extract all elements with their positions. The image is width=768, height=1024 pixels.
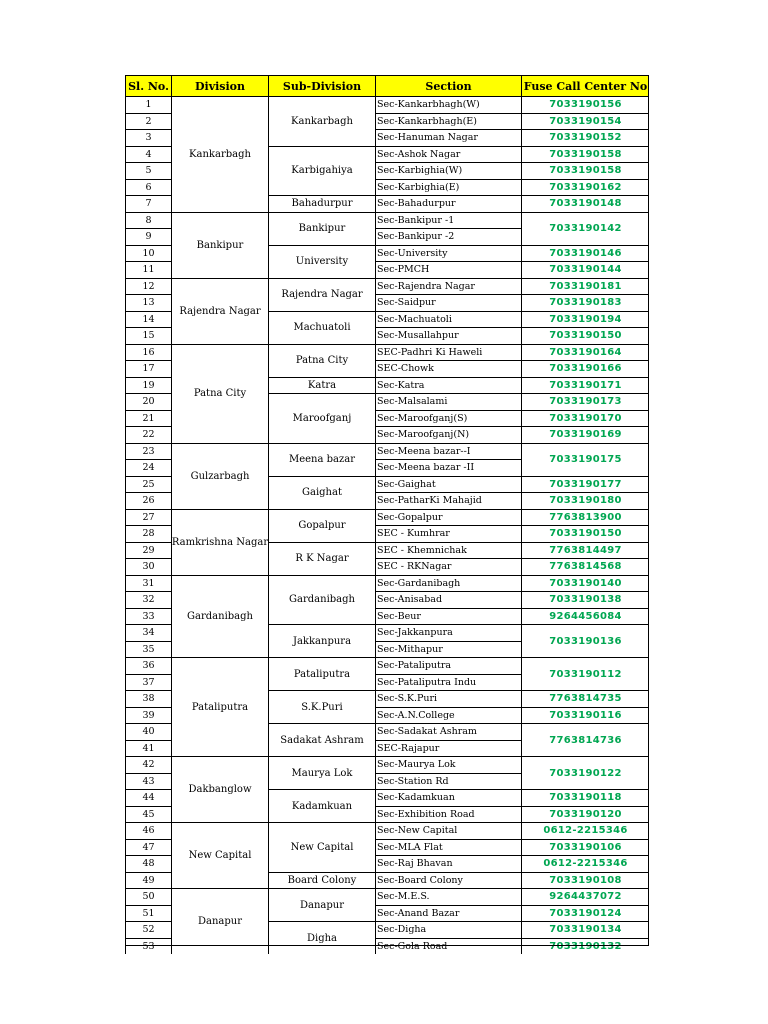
sl-no-cell: 19	[125, 377, 171, 394]
section-cell: Sec-New Capital	[375, 822, 521, 839]
division-cell: Kankarbagh	[171, 96, 268, 212]
section-cell: Sec-Anand Bazar	[375, 905, 521, 922]
sub-division-cell: Katra	[268, 377, 375, 394]
fuse-call-center-no-cell: 7033190146	[521, 245, 649, 262]
section-cell: Sec-Gardanibagh	[375, 575, 521, 592]
sl-no-cell: 12	[125, 278, 171, 295]
section-cell: Sec-Ashok Nagar	[375, 146, 521, 163]
sl-no-cell: 53	[125, 938, 171, 955]
sl-no-cell: 37	[125, 674, 171, 691]
sl-no-cell: 52	[125, 921, 171, 938]
sl-no-cell: 21	[125, 410, 171, 427]
sl-no-cell: 50	[125, 888, 171, 905]
fuse-call-center-no-cell: 7033190170	[521, 410, 649, 427]
sl-no-cell: 13	[125, 294, 171, 311]
fuse-call-center-no-cell: 7033190148	[521, 195, 649, 212]
fuse-call-center-no-cell: 9264456084	[521, 608, 649, 625]
fuse-call-center-no-cell: 7763814497	[521, 542, 649, 559]
sub-division-cell: Maroofganj	[268, 393, 375, 443]
sl-no-cell: 32	[125, 591, 171, 608]
sl-no-cell: 26	[125, 492, 171, 509]
section-cell: Sec-Kankarbhagh(E)	[375, 113, 521, 130]
fuse-call-center-no-cell: 7033190171	[521, 377, 649, 394]
section-cell: Sec-Katra	[375, 377, 521, 394]
section-cell: Sec-Bankipur -1	[375, 212, 521, 229]
section-cell: Sec-Pataliputra	[375, 657, 521, 674]
sl-no-cell: 47	[125, 839, 171, 856]
fuse-call-center-no-cell: 7033190136	[521, 624, 649, 657]
sl-no-cell: 24	[125, 459, 171, 476]
section-cell: Sec-Meena bazar--I	[375, 443, 521, 460]
sl-no-cell: 1	[125, 96, 171, 113]
fuse-call-center-no-cell: 7033190162	[521, 179, 649, 196]
section-cell: Sec-Mithapur	[375, 641, 521, 658]
fuse-call-center-no-cell: 7033190150	[521, 327, 649, 344]
fuse-call-center-no-cell: 7033190181	[521, 278, 649, 295]
section-cell: SEC-Padhri Ki Haweli	[375, 344, 521, 361]
sl-no-cell: 4	[125, 146, 171, 163]
section-cell: Sec-University	[375, 245, 521, 262]
division-cell: Ramkrishna Nagar	[171, 509, 268, 575]
header-section: Section	[375, 75, 521, 96]
sl-no-cell: 7	[125, 195, 171, 212]
section-cell: Sec-Maroofganj(S)	[375, 410, 521, 427]
section-cell: Sec-Raj Bhavan	[375, 855, 521, 872]
sl-no-cell: 2	[125, 113, 171, 130]
section-cell: Sec-Gola Road	[375, 938, 521, 955]
section-cell: SEC-Rajapur	[375, 740, 521, 757]
sl-no-cell: 34	[125, 624, 171, 641]
fuse-call-center-no-cell: 7033190175	[521, 443, 649, 476]
division-cell: Danapur	[171, 888, 268, 954]
sl-no-cell: 43	[125, 773, 171, 790]
section-cell: Sec-Bankipur -2	[375, 228, 521, 245]
fuse-call-center-no-cell: 7033190118	[521, 789, 649, 806]
fuse-call-center-no-cell: 7763814735	[521, 690, 649, 707]
section-cell: SEC - Kumhrar	[375, 525, 521, 542]
sl-no-cell: 20	[125, 393, 171, 410]
sl-no-cell: 22	[125, 426, 171, 443]
fuse-call-center-no-cell: 9264437072	[521, 888, 649, 905]
fuse-call-center-no-cell: 7763814568	[521, 558, 649, 575]
fuse-call-center-no-cell: 7033190183	[521, 294, 649, 311]
sub-division-cell: Bankipur	[268, 212, 375, 245]
fuse-call-center-no-cell: 7033190120	[521, 806, 649, 823]
sl-no-cell: 3	[125, 129, 171, 146]
sub-division-cell: New Capital	[268, 822, 375, 872]
fuse-call-center-no-cell: 7033190142	[521, 212, 649, 245]
sub-division-cell: Karbigahiya	[268, 146, 375, 196]
sl-no-cell: 30	[125, 558, 171, 575]
fuse-call-center-no-cell: 7033190156	[521, 96, 649, 113]
section-cell: SEC - Khemnichak	[375, 542, 521, 559]
section-cell: Sec-Saidpur	[375, 294, 521, 311]
section-cell: Sec-Meena bazar -II	[375, 459, 521, 476]
header-sl-no: Sl. No.	[125, 75, 171, 96]
section-cell: Sec-Malsalami	[375, 393, 521, 410]
section-cell: Sec-Karbighia(W)	[375, 162, 521, 179]
sub-division-cell: Maurya Lok	[268, 756, 375, 789]
sub-division-cell: Bahadurpur	[268, 195, 375, 212]
section-cell: Sec-Sadakat Ashram	[375, 723, 521, 740]
fuse-call-center-no-cell: 7033190122	[521, 756, 649, 789]
sub-division-cell: Danapur	[268, 888, 375, 921]
fuse-call-center-no-cell: 7033190134	[521, 921, 649, 938]
fuse-call-center-no-cell: 7033190169	[521, 426, 649, 443]
sl-no-cell: 5	[125, 162, 171, 179]
sl-no-cell: 11	[125, 261, 171, 278]
sub-division-cell: Kankarbagh	[268, 96, 375, 146]
section-cell: Sec-S.K.Puri	[375, 690, 521, 707]
sub-division-cell: Kadamkuan	[268, 789, 375, 822]
fuse-call-center-no-cell: 7033190177	[521, 476, 649, 493]
sub-division-cell: Digha	[268, 921, 375, 954]
sub-division-cell: Rajendra Nagar	[268, 278, 375, 311]
section-cell: Sec-Musallahpur	[375, 327, 521, 344]
sl-no-cell: 6	[125, 179, 171, 196]
sl-no-cell: 16	[125, 344, 171, 361]
fuse-call-center-no-cell: 7033190166	[521, 360, 649, 377]
sl-no-cell: 44	[125, 789, 171, 806]
section-cell: Sec-MLA Flat	[375, 839, 521, 856]
division-cell: Rajendra Nagar	[171, 278, 268, 344]
fuse-call-center-no-cell: 0612-2215346	[521, 822, 649, 839]
division-cell: Patna City	[171, 344, 268, 443]
division-cell: Pataliputra	[171, 657, 268, 756]
section-cell: Sec-Pataliputra Indu	[375, 674, 521, 691]
fuse-call-center-no-cell: 7033190112	[521, 657, 649, 690]
sl-no-cell: 45	[125, 806, 171, 823]
section-cell: Sec-Kankarbhagh(W)	[375, 96, 521, 113]
section-cell: Sec-Beur	[375, 608, 521, 625]
sl-no-cell: 17	[125, 360, 171, 377]
sl-no-cell: 42	[125, 756, 171, 773]
fuse-call-center-no-cell: 7763814736	[521, 723, 649, 756]
fuse-call-center-no-cell: 7033190154	[521, 113, 649, 130]
section-cell: Sec-Karbighia(E)	[375, 179, 521, 196]
fuse-call-center-no-cell: 0612-2215346	[521, 855, 649, 872]
sl-no-cell: 8	[125, 212, 171, 229]
fuse-call-center-no-cell: 7033190138	[521, 591, 649, 608]
sl-no-cell: 27	[125, 509, 171, 526]
fuse-call-center-no-cell: 7033190152	[521, 129, 649, 146]
section-cell: Sec-M.E.S.	[375, 888, 521, 905]
section-cell: SEC-Chowk	[375, 360, 521, 377]
section-cell: Sec-Digha	[375, 921, 521, 938]
section-cell: SEC - RKNagar	[375, 558, 521, 575]
fuse-call-center-no-cell: 7033190106	[521, 839, 649, 856]
sl-no-cell: 14	[125, 311, 171, 328]
sl-no-cell: 49	[125, 872, 171, 889]
sub-division-cell: Sadakat Ashram	[268, 723, 375, 756]
section-cell: Sec-Gaighat	[375, 476, 521, 493]
sl-no-cell: 29	[125, 542, 171, 559]
sl-no-cell: 36	[125, 657, 171, 674]
section-cell: Sec-Station Rd	[375, 773, 521, 790]
fuse-call-center-no-cell: 7033190132	[521, 938, 649, 955]
fuse-call-center-no-cell: 7033190124	[521, 905, 649, 922]
division-cell: New Capital	[171, 822, 268, 888]
section-cell: Sec-Kadamkuan	[375, 789, 521, 806]
section-cell: Sec-Anisabad	[375, 591, 521, 608]
header-sub-division: Sub-Division	[268, 75, 375, 96]
sl-no-cell: 25	[125, 476, 171, 493]
section-cell: Sec-Jakkanpura	[375, 624, 521, 641]
division-cell: Dakbanglow	[171, 756, 268, 822]
sl-no-cell: 23	[125, 443, 171, 460]
section-cell: Sec-PatharKi Mahajid	[375, 492, 521, 509]
sl-no-cell: 51	[125, 905, 171, 922]
fuse-call-center-no-cell: 7033190158	[521, 146, 649, 163]
section-cell: Sec-Board Colony	[375, 872, 521, 889]
sub-division-cell: Board Colony	[268, 872, 375, 889]
sub-division-cell: Jakkanpura	[268, 624, 375, 657]
division-cell: Bankipur	[171, 212, 268, 278]
fuse-call-center-no-cell: 7033190173	[521, 393, 649, 410]
sl-no-cell: 38	[125, 690, 171, 707]
sub-division-cell: Machuatoli	[268, 311, 375, 344]
fuse-call-center-no-cell: 7033190144	[521, 261, 649, 278]
section-cell: Sec-Maroofganj(N)	[375, 426, 521, 443]
section-cell: Sec-Machuatoli	[375, 311, 521, 328]
sub-division-cell: R K Nagar	[268, 542, 375, 575]
fuse-call-center-table	[125, 75, 649, 952]
section-cell: Sec-Hanuman Nagar	[375, 129, 521, 146]
division-cell: Gardanibagh	[171, 575, 268, 658]
sl-no-cell: 40	[125, 723, 171, 740]
division-cell: Gulzarbagh	[171, 443, 268, 509]
sub-division-cell: S.K.Puri	[268, 690, 375, 723]
sl-no-cell: 35	[125, 641, 171, 658]
sl-no-cell: 10	[125, 245, 171, 262]
sub-division-cell: Meena bazar	[268, 443, 375, 476]
fuse-call-center-no-cell: 7033190194	[521, 311, 649, 328]
fuse-call-center-no-cell: 7033190108	[521, 872, 649, 889]
section-cell: Sec-A.N.College	[375, 707, 521, 724]
sub-division-cell: Pataliputra	[268, 657, 375, 690]
sub-division-cell: Gaighat	[268, 476, 375, 509]
section-cell: Sec-Rajendra Nagar	[375, 278, 521, 295]
sl-no-cell: 33	[125, 608, 171, 625]
fuse-call-center-no-cell: 7033190164	[521, 344, 649, 361]
fuse-call-center-no-cell: 7033190150	[521, 525, 649, 542]
sl-no-cell: 41	[125, 740, 171, 757]
sl-no-cell: 28	[125, 525, 171, 542]
fuse-call-center-no-cell: 7033190116	[521, 707, 649, 724]
sl-no-cell: 48	[125, 855, 171, 872]
header-division: Division	[171, 75, 268, 96]
fuse-call-center-no-cell: 7763813900	[521, 509, 649, 526]
sub-division-cell: Gardanibagh	[268, 575, 375, 625]
sub-division-cell: Patna City	[268, 344, 375, 377]
section-cell: Sec-Exhibition Road	[375, 806, 521, 823]
sl-no-cell: 15	[125, 327, 171, 344]
fuse-call-center-no-cell: 7033190158	[521, 162, 649, 179]
section-cell: Sec-PMCH	[375, 261, 521, 278]
sl-no-cell: 31	[125, 575, 171, 592]
fuse-call-center-no-cell: 7033190140	[521, 575, 649, 592]
sub-division-cell: Gopalpur	[268, 509, 375, 542]
sub-division-cell: University	[268, 245, 375, 278]
section-cell: Sec-Maurya Lok	[375, 756, 521, 773]
header-fuse-call-center-no: Fuse Call Center No	[521, 75, 649, 96]
section-cell: Sec-Gopalpur	[375, 509, 521, 526]
section-cell: Sec-Bahadurpur	[375, 195, 521, 212]
sl-no-cell: 9	[125, 228, 171, 245]
fuse-call-center-no-cell: 7033190180	[521, 492, 649, 509]
sl-no-cell: 39	[125, 707, 171, 724]
sl-no-cell: 46	[125, 822, 171, 839]
